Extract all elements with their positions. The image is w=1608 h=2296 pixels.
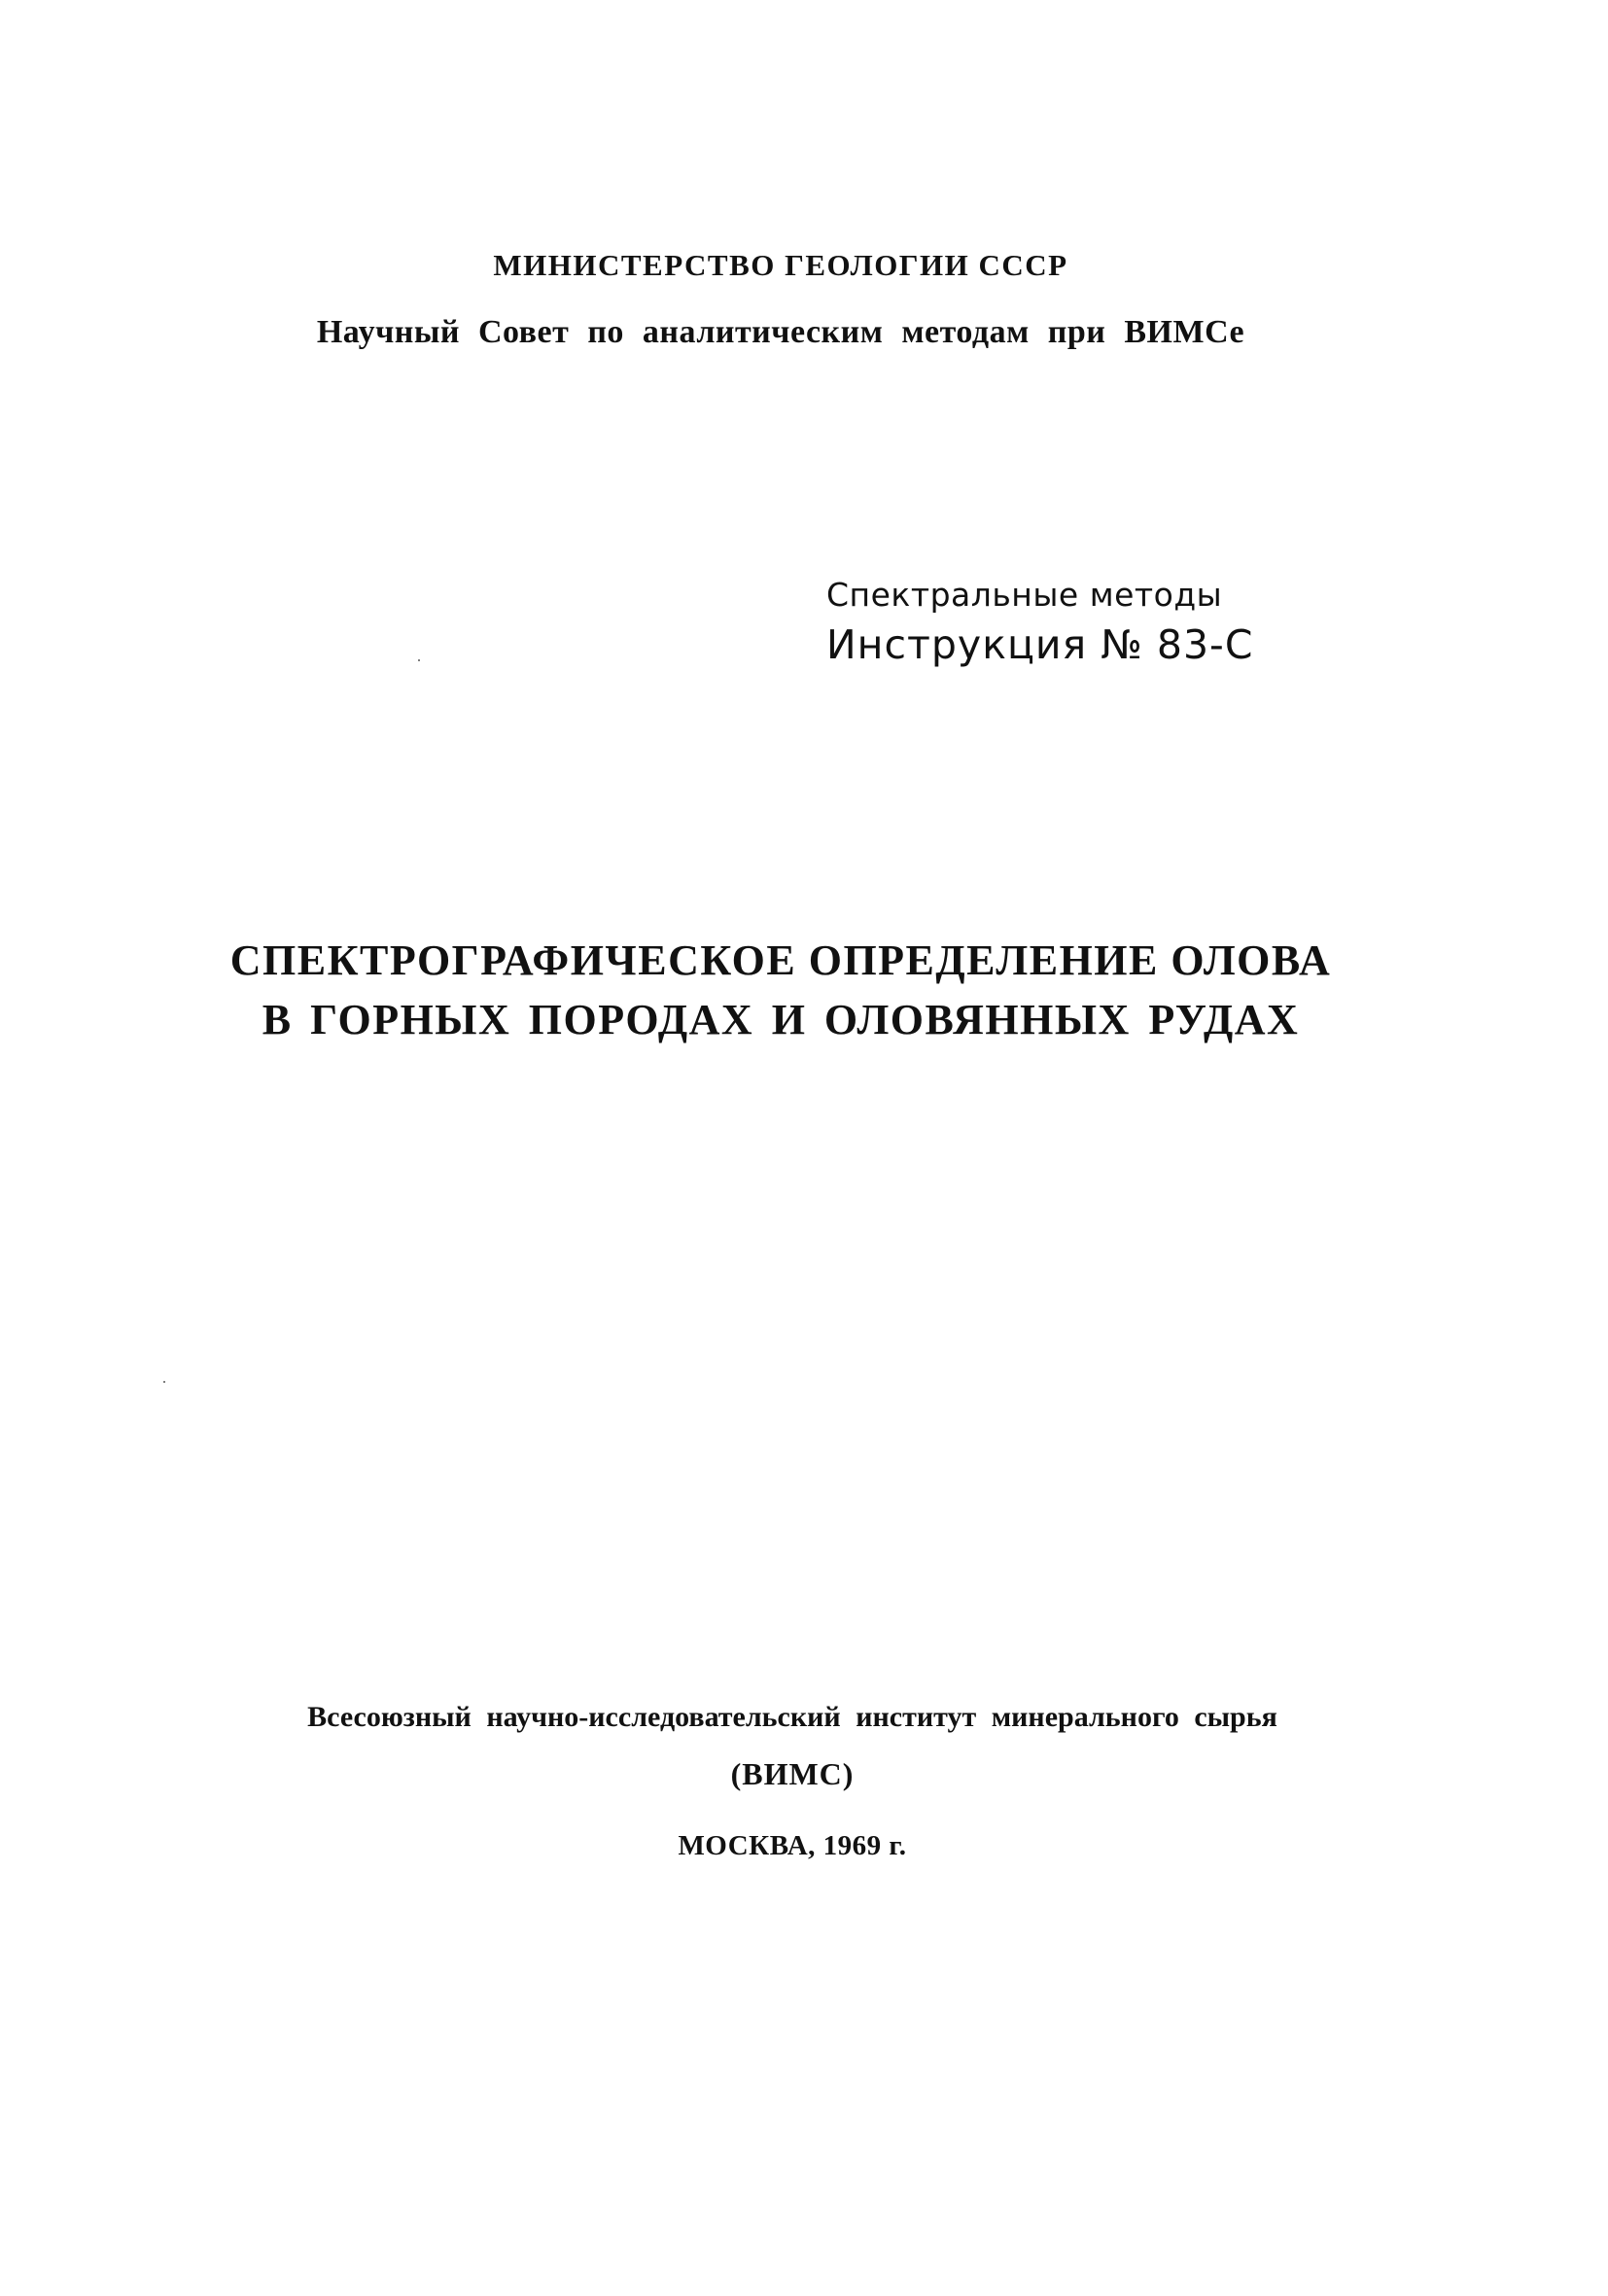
council-subheading: Научный Совет по аналитическим методам при ВИМСе xyxy=(316,314,1245,350)
series-block xyxy=(826,576,1253,668)
scan-speck xyxy=(418,659,420,661)
place-and-year: МОСКВА, 1969 г. xyxy=(678,1830,907,1861)
institute-name: Всесоюзный научно-исследовательский институт минерального сырья xyxy=(307,1701,1277,1733)
document-title-line-2: В ГОРНЫХ ПОРОДАХ И ОЛОВЯННЫХ РУДАХ xyxy=(262,996,1300,1043)
ministry-heading: МИНИСТЕРСТВО ГЕОЛОГИИ СССР xyxy=(493,248,1068,282)
institute-abbreviation: (ВИМС) xyxy=(730,1756,855,1791)
instruction-number: Инструкция № 83-С xyxy=(826,621,1254,668)
document-title-line-1: СПЕКТРОГРАФИЧЕСКОЕ ОПРЕДЕЛЕНИЕ ОЛОВА xyxy=(229,936,1332,984)
series-label: Спектральные методы xyxy=(826,576,1223,614)
scan-speck xyxy=(163,1381,165,1383)
